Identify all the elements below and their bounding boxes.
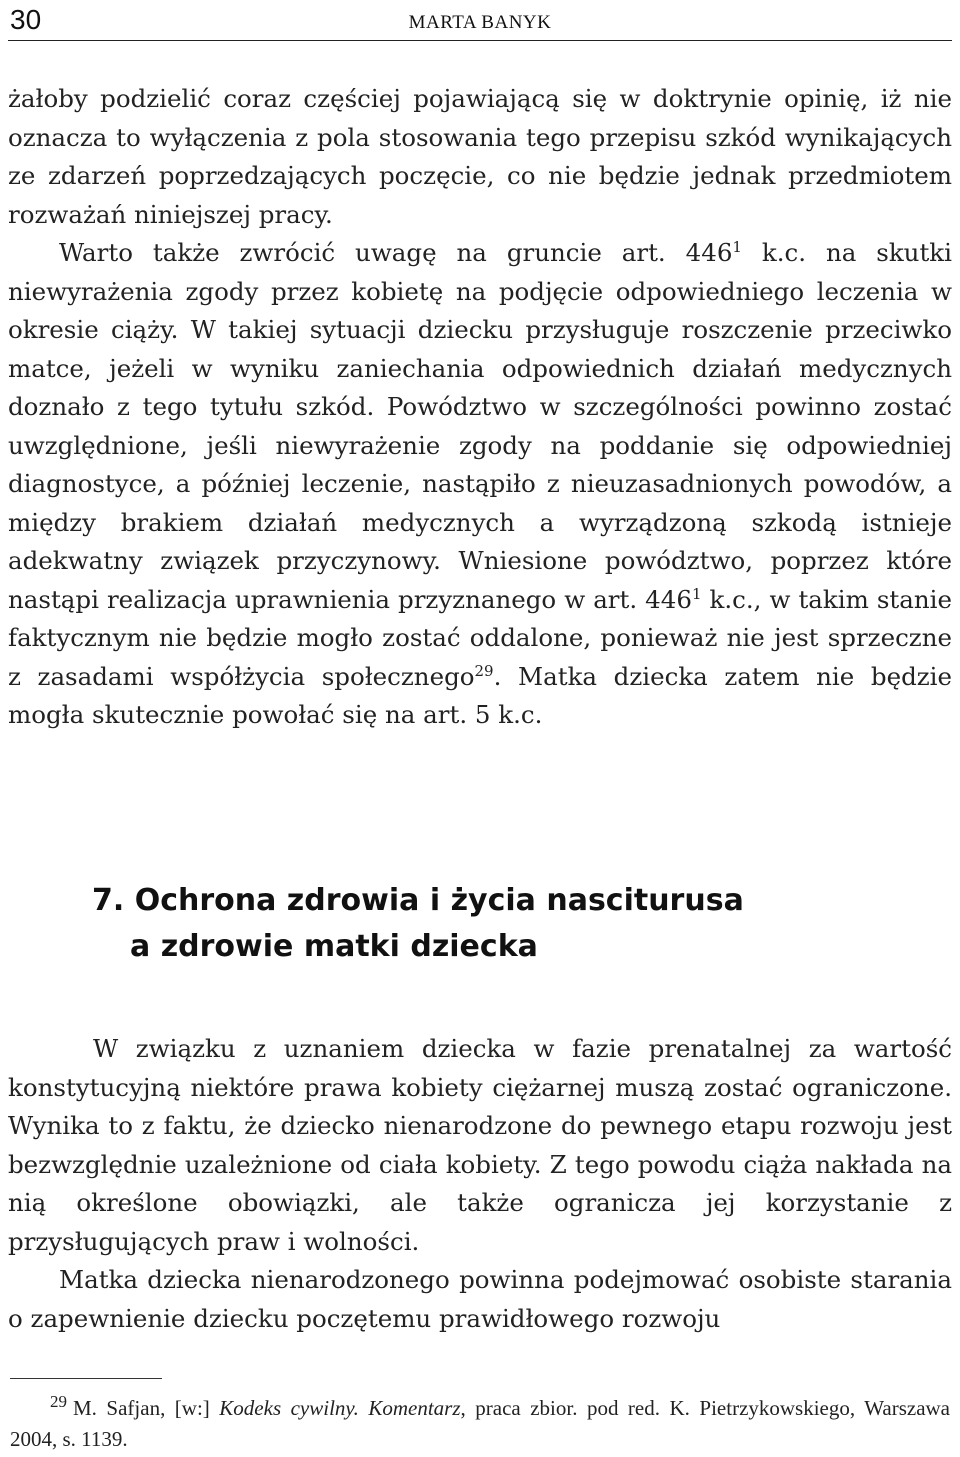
paragraph-text: W związku z uznaniem dziecka w fazie prenatalnej za wartość konstytucyjną niektóre prawa kobiety ciężarnej muszą zostać ograniczone. Wynika to z faktu, że dziecko nienarodzone do pewnego etapu rozwoju jest bezwzględnie uzależnione od ciała kobiety. Z tego powodu ciąża nakłada na nią określone obowiązki, ale także ogranicza jej korzystanie z przysługujących praw i wolności. [8, 1034, 952, 1256]
footnote-reference: 29 [474, 661, 494, 680]
superscript: 1 [732, 237, 742, 256]
paragraph-text: Warto także zwrócić uwagę na gruncie art. 446 [59, 238, 733, 267]
superscript: 1 [691, 584, 702, 603]
paragraph-text: . Matka dziecka zatem nie będzie mogła skutecznie powołać się na art. 5 k.c. [8, 661, 952, 729]
page-header [8, 0, 952, 41]
paragraph [8, 1030, 952, 1261]
paragraph [8, 1261, 952, 1338]
footnote-separator [10, 1378, 162, 1379]
section-heading-line-2: a zdrowie matki dziecka [130, 929, 538, 964]
running-head: MARTA BANYK [408, 12, 552, 33]
footnote [10, 1393, 950, 1455]
paragraph-text: żałoby podzielić coraz częściej pojawiającą się w doktrynie opinię, iż nie oznacza to wyłączenia z pola stosowania tego przepisu szkód wynikających ze zdarzeń poprzedzających poczęcie, co nie będzie jednak przedmiotem rozważań niniejszej pracy. [8, 84, 952, 229]
body-section-1 [8, 80, 952, 735]
section-heading-line-1: 7. Ochrona zdrowia i życia nasciturusa [92, 883, 744, 918]
footnote-text: , praca zbior. pod red. K. Pietrzykowskiego, Warszawa 2004, s. 1139. [10, 1396, 950, 1451]
footnote-italic-title: Kodeks cywilny. Komentarz [219, 1396, 461, 1420]
footnote-number: 29 [50, 1392, 67, 1411]
paragraph-continuation [8, 80, 952, 234]
paragraph-text: Matka dziecka nienarodzonego powinna podejmować osobiste starania o zapewnienie dziecku poczętemu prawidłowego rozwoju [8, 1265, 952, 1333]
section-heading [92, 878, 744, 970]
page-number: 30 [10, 4, 42, 35]
paragraph [8, 234, 952, 735]
footnote-text: M. Safjan, [w:] [73, 1396, 220, 1420]
paragraph-text: k.c. na skutki niewyrażenia zgody przez kobietę na podjęcie odpowiedniego leczenia w okresie ciąży. W takiej sytuacji dziecku przysługuje roszczenie przeciwko matce, jeżeli w wyniku zaniechania odpowiednich działań medycznych doznało z tego tytułu szkód. Powództwo w szczególności powinno zostać uwzględnione, jeśli niewyrażenie zgody na poddanie się odpowiedniej diagnostyce, a później leczenie, nastąpiło z nieuzasadnionych powodów, a między brakiem działań medycznych a wyrządzoną szkodą istnieje adekwatny związek przyczynowy. Wniesione powództwo, poprzez które nastąpi realizacja uprawnienia przyznanego w art. 446 [8, 238, 952, 614]
body-section-2 [8, 1030, 952, 1338]
paragraph-text: k.c., w takim stanie faktycznym nie będzie mogło zostać oddalone, ponieważ nie jest sprzeczne z zasadami współżycia społecznego [8, 584, 952, 691]
